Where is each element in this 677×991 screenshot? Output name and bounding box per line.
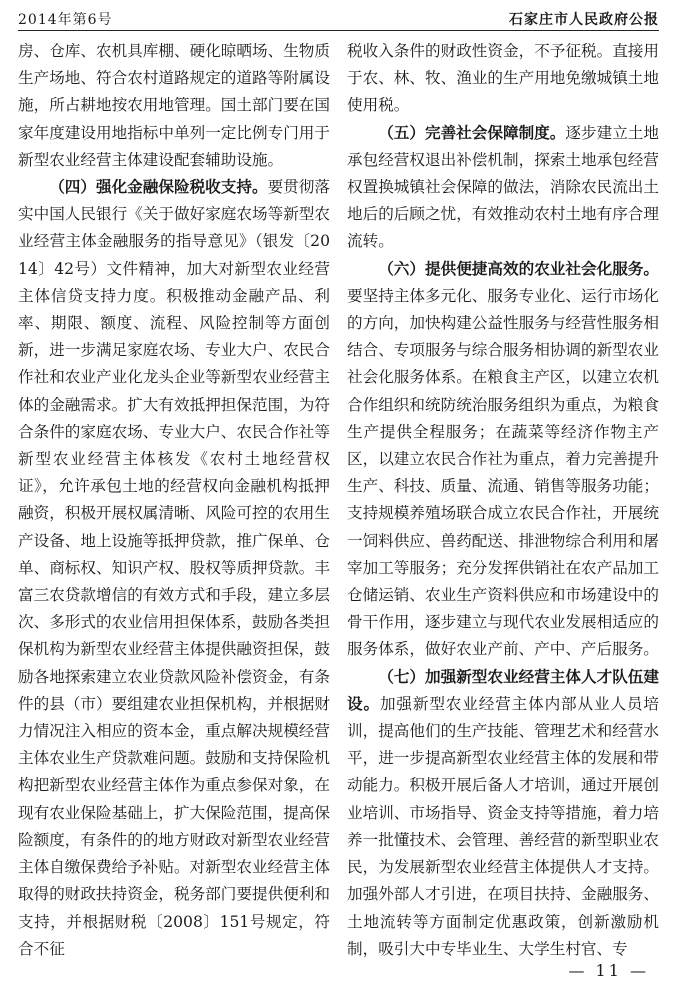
section-heading-6: （六）提供便捷高效的农业社会化服务。 [378,259,659,278]
paragraph-text: 房、仓库、农机具库棚、硬化晾晒场、生物质生产场地、符合农村道路规定的道路等附属设施，所占耕地按农用地管理。国土部门要在国家年度建设用地指标中单列一定比例专门用于新型农业经营主体建设配套辅助设施。 [18,42,330,169]
paragraph [347,256,659,664]
page-number: — 11 — [568,961,649,980]
paragraph-text: 加强新型农业经营主体内部从业人员培训，提高他们的生产技能、管理艺术和经营水平，进一步提高新型农业经营主体的发展和带动能力。积极开展后备人才培训，通过开展创业培训、市场指导、资金支持等措施，着力培养一批懂技术、会管理、善经营的新型职业农民，为发展新型农业经营主体提供人才支持。加强外部人才引进，在项目扶持、金融服务、土地流转等方面制定优惠政策，创新激励机制，吸引大中专毕业生、大学生村官、专 [347,694,659,958]
section-heading-4: （四）强化金融保险税收支持。 [49,178,268,197]
paragraph [347,664,659,963]
paragraph-text: 要坚持主体多元化、服务专业化、运行市场化的方向，加快构建公益性服务与经营性服务相结合、专项服务与综合服务相协调的新型农业社会化服务体系。在粮食主产区，以建立农机合作组织和统防统治服务组织为重点，为粮食生产提供全程服务；在蔬菜等经济作物主产区，以建立农民合作社为重点，着力完善提升生产、科技、质量、流通、销售等服务功能；支持规模养殖场联合成立农民合作社，开展统一饲料供应、兽药配送、排泄物综合利用和屠宰加工等服务；充分发挥供销社在农产品加工仓储运销、农业生产资料供应和市场建设中的骨干作用，逐步建立与现代农业发展相适应的服务体系，做好农业产前、产中、产后服务。 [347,286,659,659]
section-heading-7: （七）加强新型农业经营主体人才队伍建设。 [347,667,659,713]
paragraph [18,38,330,174]
paragraph [18,174,330,963]
publication-title: 石家庄市人民政府公报 [509,12,659,28]
paragraph [347,38,659,120]
page-header [18,6,659,32]
paragraph [347,120,659,256]
paragraph-text: 要贯彻落实中国人民银行《关于做好家庭农场等新型农业经营主体金融服务的指导意见》（银发〔2014〕42号）文件精神，加大对新型农业经营主体信贷支持力度。积极推动金融产品、利率、期限、额度、流程、风险控制等方面创新，进一步满足家庭农场、专业大户、农民合作社和农业产业化龙头企业等新型农业经营主体的金融需求。扩大有效抵押担保范围，为符合条件的家庭农场、专业大户、农民合作社等新型农业经营主体核发《农村土地经营权证》，允许承包土地的经营权向金融机构抵押融资，积极开展权属清晰、风险可控的农用生产设备、地上设施等抵押贷款，推广保单、仓单、商标权、知识产权、股权等质押贷款。丰富三农贷款增信的有效方式和手段，建立多层次、多形式的农业信用担保体系，鼓励各类担保机构为新型农业经营主体提供融资担保，鼓励各地探索建立农业贷款风险补偿资金，有条件的县（市）要组建农业担保机构，并根据财力情况注入相应的资本金，重点解决规模经营主体农业生产贷款难问题。鼓励和支持保险机构把新型农业经营主体作为重点参保对象，在现有农业保险基础上，扩大保险范围，提高保险额度，有条件的的地方财政对新型农业经营主体自缴保费给予补贴。对新型农业经营主体取得的财政扶持资金，税务部门要提供便利和支持，并根据财税〔2008〕151号规定，符合不征 [18,178,330,958]
header-rule [18,30,659,31]
paragraph-text: 逐步建立土地承包经营权退出补偿机制，探索土地承包经营权置换城镇社会保障的做法，消除农民流出土地后的后顾之忧，有效推动农村土地有序合理流转。 [347,123,659,251]
paragraph-text: 税收入条件的财政性资金，不予征税。直接用于农、林、牧、渔业的生产用地免缴城镇土地使用税。 [347,42,659,115]
section-heading-5: （五）完善社会保障制度。 [378,123,566,142]
left-column [18,38,330,963]
issue-label: 2014年第6号 [18,12,113,28]
right-column [347,38,659,963]
